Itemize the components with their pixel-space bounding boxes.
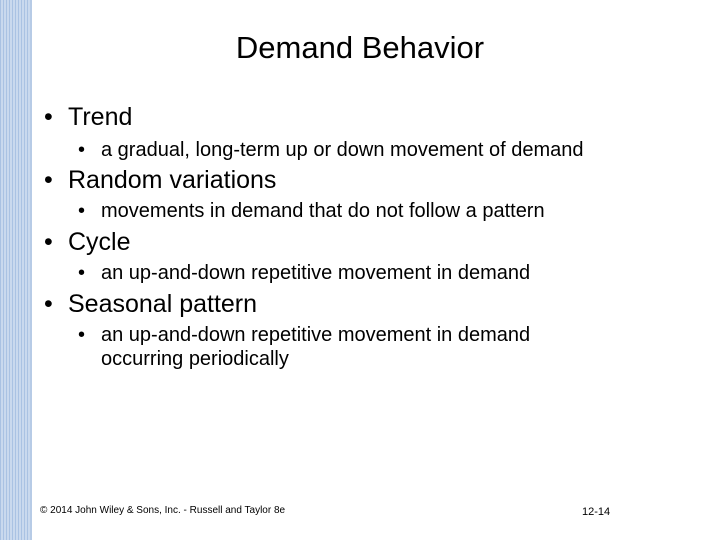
bullet-dot: •: [44, 228, 53, 256]
sub-bullet-text: a gradual, long-term up or down movement of demand: [101, 139, 584, 161]
footer-copyright: © 2014 John Wiley & Sons, Inc. - Russell and Taylor 8e: [40, 505, 286, 516]
sub-bullet-text: an up-and-down repetitive movement in demand: [101, 324, 531, 346]
sub-bullet-seasonal-pattern: [78, 323, 530, 371]
bullet-dot: •: [44, 166, 53, 194]
bullet-dot: •: [44, 103, 53, 131]
footer-page-number: 12-14: [582, 506, 611, 518]
bullet-label: Trend: [68, 103, 133, 131]
bullet-label: Random variations: [68, 166, 277, 194]
sub-bullet-dot: •: [78, 200, 86, 222]
sub-bullet-cycle: [78, 261, 530, 285]
sub-bullet-random-variations: [78, 199, 545, 223]
sub-bullet-dot: •: [78, 324, 86, 346]
sub-bullet-trend: [78, 138, 584, 162]
bullet-item-trend: [44, 102, 132, 132]
bullet-label: Seasonal pattern: [68, 290, 258, 318]
bullet-label: Cycle: [68, 228, 131, 256]
sub-bullet-text: an up-and-down repetitive movement in demand: [101, 262, 531, 284]
bullet-item-random-variations: [44, 165, 276, 195]
bullet-dot: •: [44, 290, 53, 318]
sub-bullet-dot: •: [78, 262, 86, 284]
bullet-item-seasonal-pattern: [44, 289, 257, 319]
bullet-item-cycle: [44, 227, 131, 257]
sub-bullet-text: movements in demand that do not follow a pattern: [101, 200, 545, 222]
slide-title: Demand Behavior: [235, 30, 485, 65]
sub-bullet-continuation: occurring periodically: [101, 348, 289, 370]
sub-bullet-dot: •: [78, 139, 86, 161]
